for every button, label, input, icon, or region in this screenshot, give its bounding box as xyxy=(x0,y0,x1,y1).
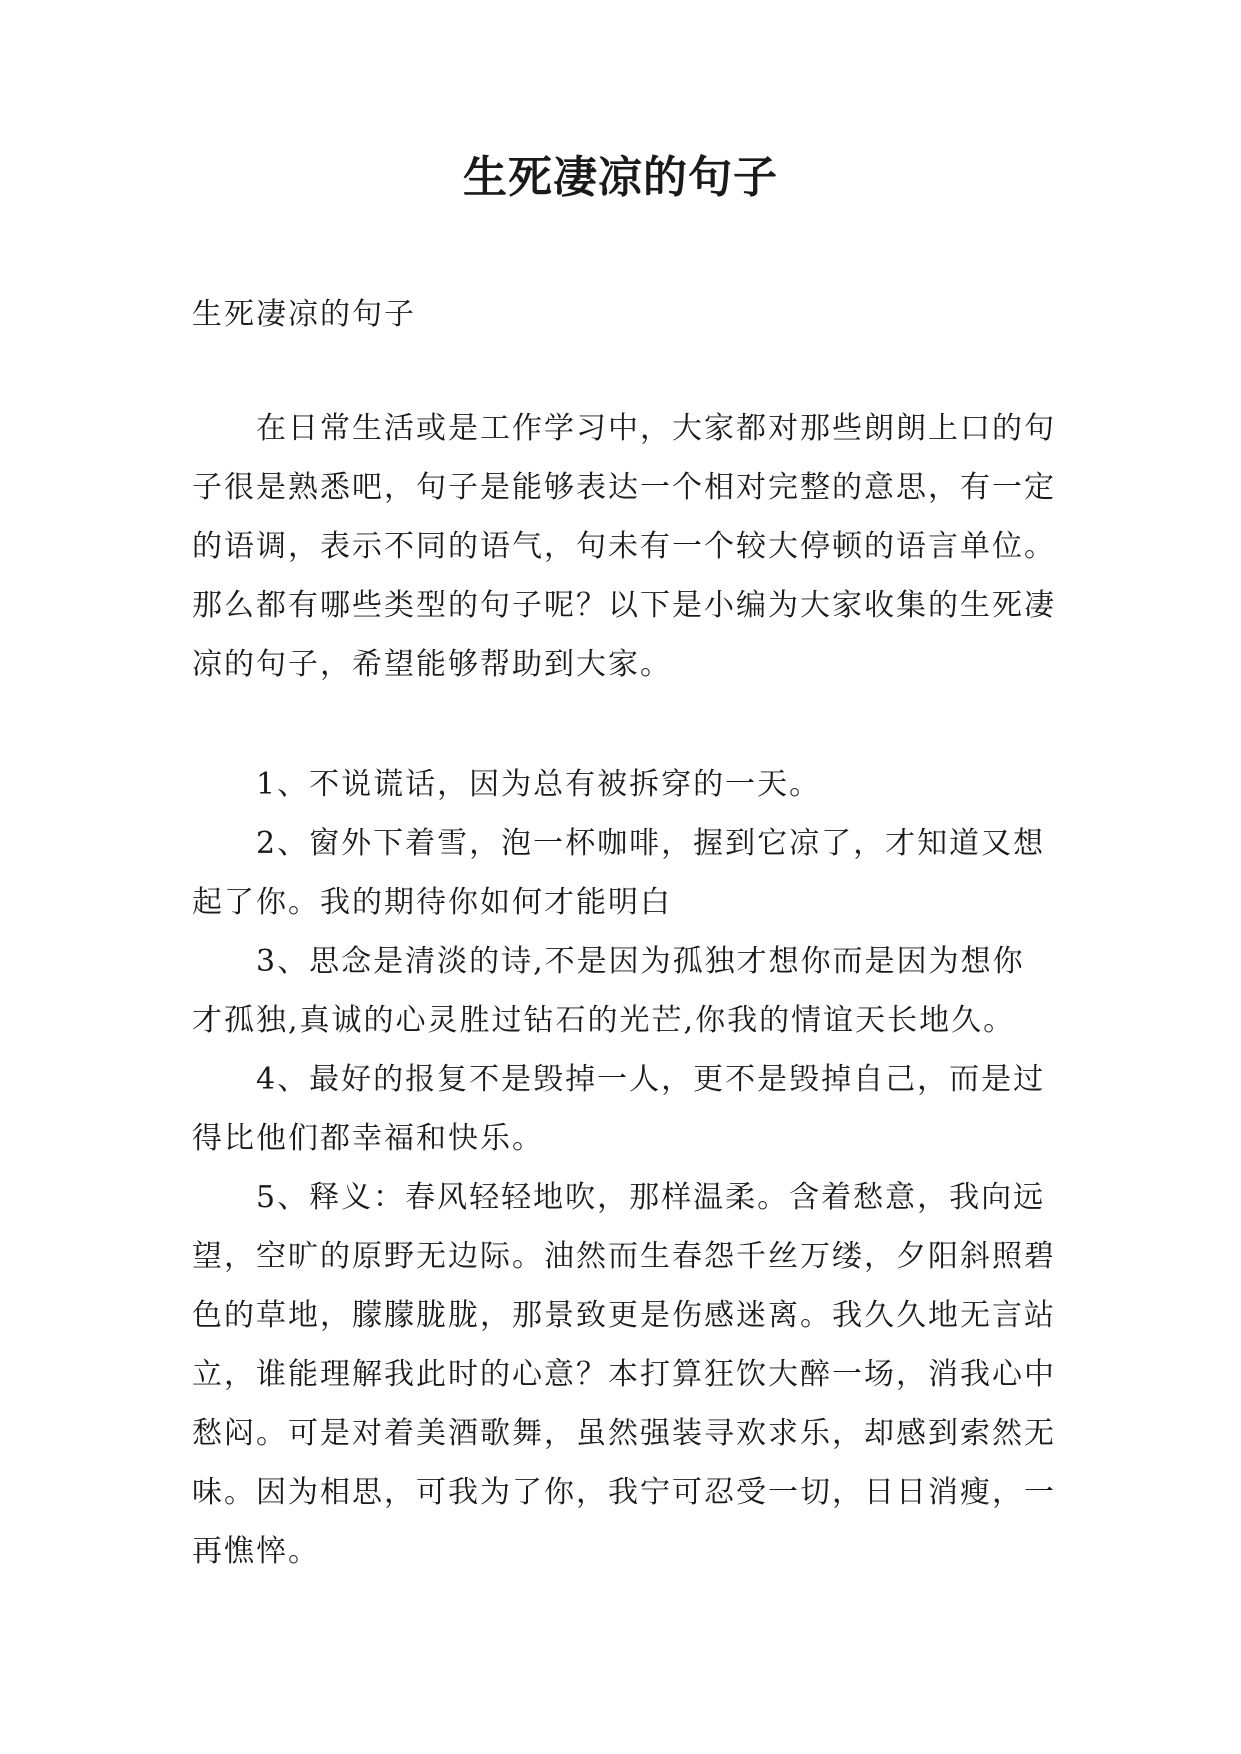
document-subtitle: 生死凄凉的句子 xyxy=(192,297,416,332)
intro-paragraph: 在日常生活或是工作学习中，大家都对那些朗朗上口的句子很是熟悉吧，句子是能够表达一个相对完整的意思，有一定的语调，表示不同的语气，句未有一个较大停顿的语言单位。那么都有哪些类型的句子呢？以下是小编为大家收集的生死凄凉的句子，希望能够帮助到大家。 xyxy=(192,411,1056,682)
list-item: 2、窗外下着雪，泡一杯咖啡，握到它凉了，才知道又想起了你。我的期待你如何才能明白 xyxy=(192,826,1046,920)
list-item: 3、思念是清淡的诗,不是因为孤独才想你而是因为想你才孤独,真诚的心灵胜过钻石的光芒,你我的情谊天长地久。 xyxy=(192,944,1025,1038)
list-item: 1、不说谎话，因为总有被拆穿的一天。 xyxy=(256,767,822,802)
list-item: 5、释义：春风轻轻地吹，那样温柔。含着愁意，我向远望，空旷的原野无边际。油然而生春怨千丝万缕，夕阳斜照碧色的草地，朦朦胧胧，那景致更是伤感迷离。我久久地无言站立，谁能理解我此时的心意？本打算狂饮大醉一场，消我心中愁闷。可是对着美酒歌舞，虽然强装寻欢求乐，却感到索然无味。因为相思，可我为了你，我宁可忍受一切，日日消瘦，一再憔悴。 xyxy=(192,1180,1056,1569)
list-item: 4、最好的报复不是毁掉一人，更不是毁掉自己，而是过得比他们都幸福和快乐。 xyxy=(192,1062,1046,1156)
document-title: 生死凄凉的句子 xyxy=(463,152,778,203)
document-body xyxy=(192,285,1056,1581)
